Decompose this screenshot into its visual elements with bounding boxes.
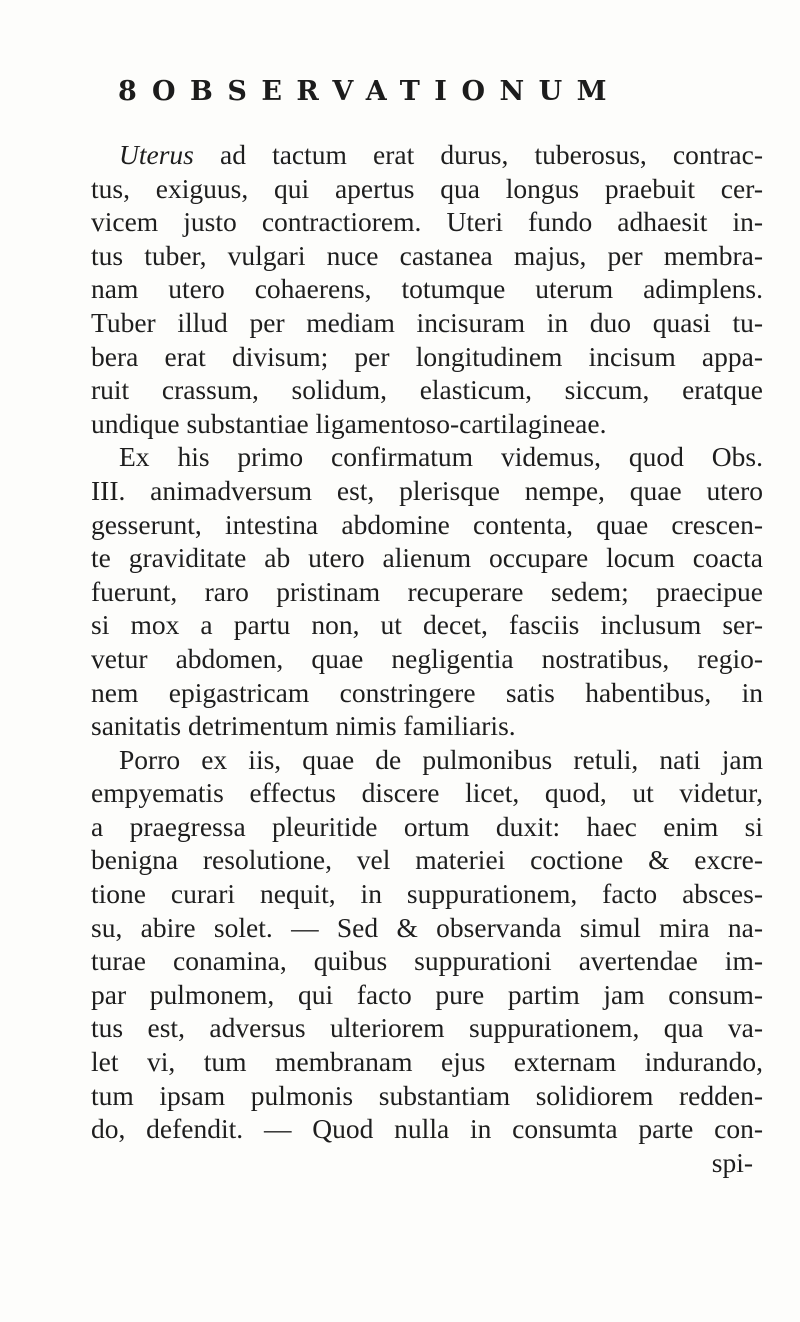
text-line: par pulmonem, qui facto pure partim jam consum- bbox=[91, 978, 763, 1010]
text-line: let vi, tum membranam ejus externam indurando, bbox=[91, 1046, 763, 1078]
text-line: sanitatis detrimentum nimis familiaris. bbox=[91, 710, 516, 742]
text-line: vicem justo contractiorem. Uteri fundo adhaesit in- bbox=[91, 206, 763, 238]
text-line: tus tuber, vulgari nuce castanea majus, per membra- bbox=[91, 239, 763, 271]
text-line: Tuber illud per mediam incisuram in duo quasi tu- bbox=[91, 306, 763, 338]
text-line: do, defendit. — Quod nulla in consumta parte con- bbox=[91, 1113, 763, 1145]
text-line: tione curari nequit, in suppurationem, facto absces- bbox=[91, 878, 763, 910]
first-word-italic: Uterus bbox=[119, 139, 194, 170]
text-line: tus est, adversus ulteriorem suppurationem, qua va- bbox=[91, 1012, 763, 1044]
text-line: III. animadversum est, plerisque nempe, quae utero bbox=[91, 474, 763, 506]
text-line: te graviditate ab utero alienum occupare locum coacta bbox=[91, 542, 763, 574]
text-line: undique substantiae ligamentoso-cartilagineae. bbox=[91, 407, 607, 439]
running-head bbox=[118, 76, 758, 107]
text-line: turae conamina, quibus suppurationi avertendae im- bbox=[91, 945, 763, 977]
body-text bbox=[91, 138, 763, 1179]
text-line: vetur abdomen, quae negligentia nostratibus, regio- bbox=[91, 642, 763, 674]
text-line: nam utero cohaerens, totumque uterum adimplens. bbox=[91, 273, 763, 305]
text-line: bera erat divisum; per longitudinem incisum appa- bbox=[91, 340, 763, 372]
text-line: Porro ex iis, quae de pulmonibus retuli, nati jam bbox=[119, 743, 763, 775]
text-line: tum ipsam pulmonis substantiam solidiorem redden- bbox=[91, 1079, 763, 1111]
catchword: spi- bbox=[711, 1146, 753, 1178]
running-title: OBSERVATIONUM bbox=[152, 76, 622, 107]
text-line: nem epigastricam constringere satis habentibus, in bbox=[91, 676, 763, 708]
text-line: empyematis effectus discere licet, quod, ut videtur, bbox=[91, 777, 763, 809]
text-line: benigna resolutione, vel materiei coctione & excre- bbox=[91, 844, 763, 876]
page-number: 8 bbox=[118, 76, 137, 107]
text-line: a praegressa pleuritide ortum duxit: haec enim si bbox=[91, 810, 763, 842]
text-line: gesserunt, intestina abdomine contenta, quae crescen- bbox=[91, 508, 763, 540]
text-line: su, abire solet. — Sed & observanda simul mira na- bbox=[91, 911, 763, 943]
text-line-rest: ad tactum erat durus, tuberosus, contrac- bbox=[193, 139, 763, 170]
text-line: ruit crassum, solidum, elasticum, siccum, eratque bbox=[91, 374, 763, 406]
text-line: tus, exiguus, qui apertus qua longus praebuit cer- bbox=[91, 172, 763, 204]
text-line bbox=[91, 138, 763, 172]
text-line: Ex his primo confirmatum videmus, quod Obs. bbox=[119, 441, 763, 473]
text-line: fuerunt, raro pristinam recuperare sedem; praecipue bbox=[91, 575, 763, 607]
text-line: si mox a partu non, ut decet, fasciis inclusum ser- bbox=[91, 609, 763, 641]
